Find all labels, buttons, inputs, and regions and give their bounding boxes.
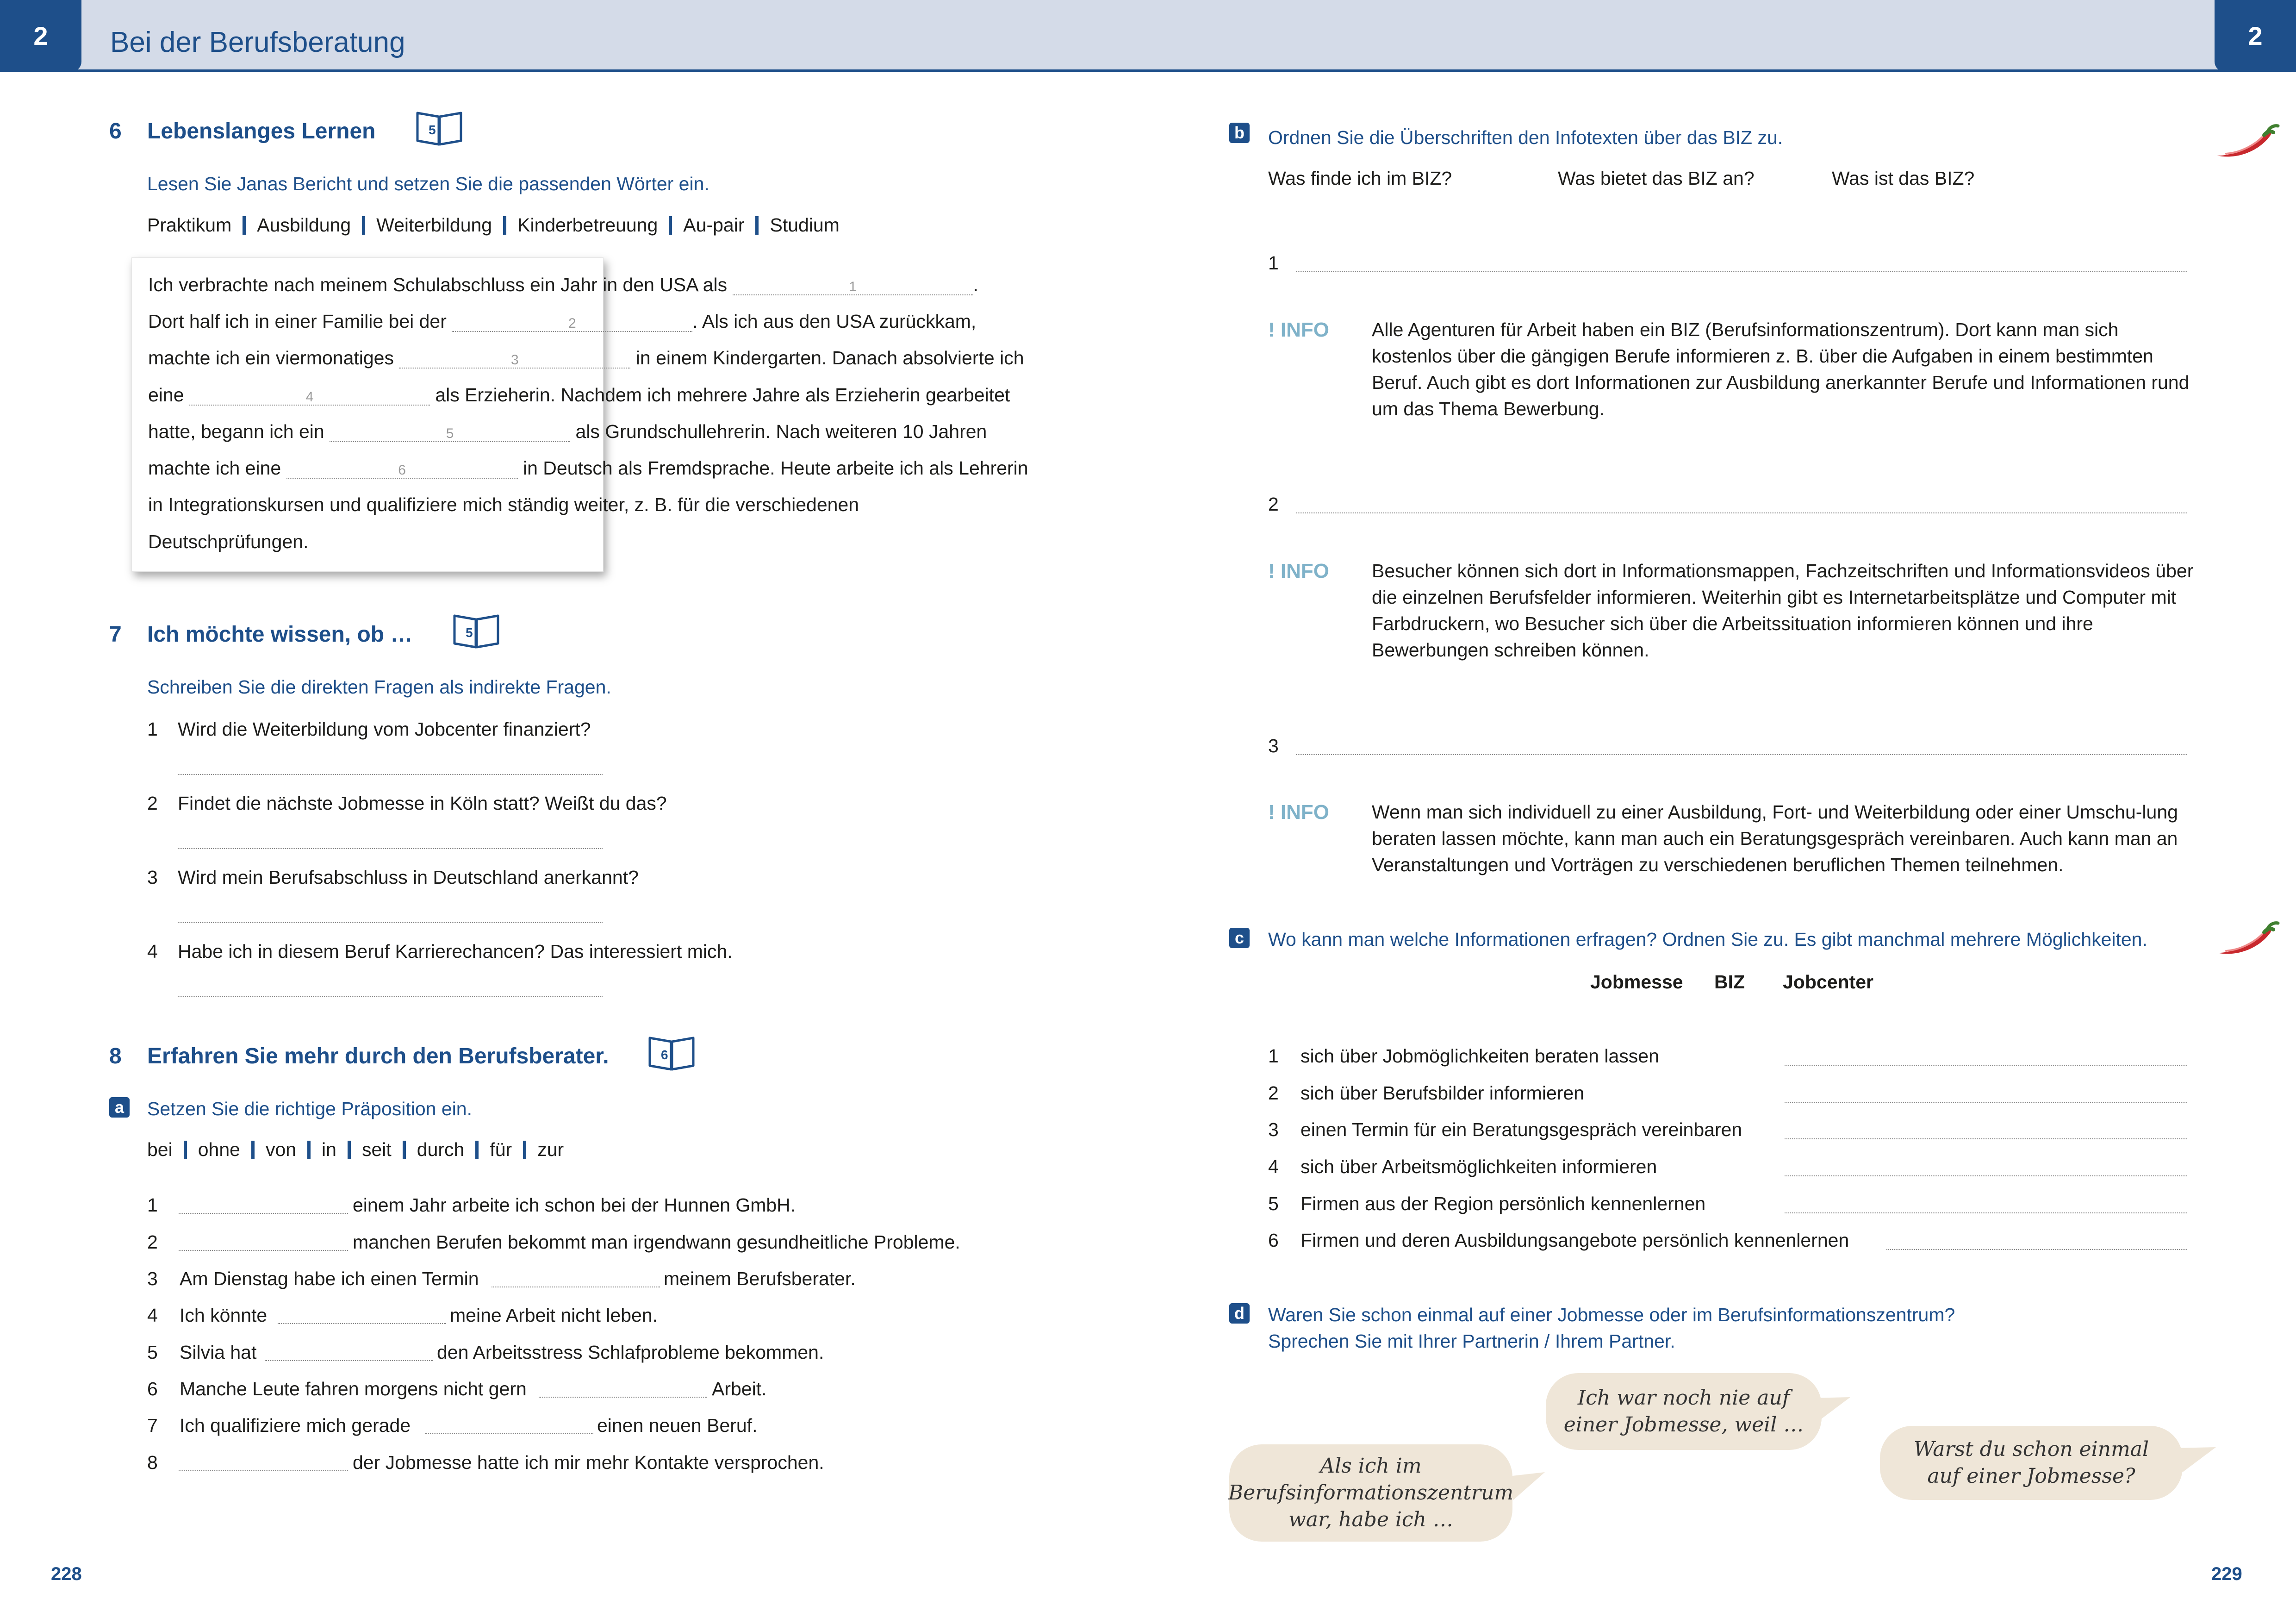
speech-bubble: Warst du schon einmal auf einer Jobmesse?: [1880, 1426, 2183, 1500]
gap-field[interactable]: 5: [330, 422, 570, 442]
word-bank-item: für: [490, 1139, 512, 1160]
page-number-right: 229: [2211, 1564, 2242, 1584]
book-reference-number: 5: [429, 123, 436, 137]
column-header-jobcenter: Jobcenter: [1783, 971, 1873, 993]
item-text: Arbeit.: [712, 1378, 767, 1399]
gap-field[interactable]: [278, 1323, 446, 1324]
gap-field[interactable]: 3: [399, 348, 630, 369]
chili-difficulty-icon: [2212, 917, 2282, 958]
report-line: Deutschprüfungen.: [148, 531, 309, 552]
gap-field[interactable]: [179, 1250, 348, 1251]
item-text: Manche Leute fahren morgens nicht gern: [180, 1378, 527, 1399]
word-bank-item: Au-pair: [683, 214, 745, 236]
speech-bubble: Ich war noch nie auf einer Jobmesse, weil …: [1546, 1373, 1822, 1450]
item-text: sich über Jobmöglichkeiten beraten lassen: [1300, 1045, 1659, 1067]
heading-option: Was finde ich im BIZ?: [1268, 168, 1452, 189]
item-number: 2: [1268, 1082, 1279, 1104]
item-number: 2: [147, 1231, 158, 1253]
word-bank-item: durch: [417, 1139, 465, 1160]
exercise-6-number: 6: [109, 119, 122, 144]
part-a-badge: a: [109, 1097, 130, 1118]
page-title: Bei der Berufsberatung: [110, 26, 405, 58]
info-label: ! INFO: [1268, 560, 1329, 582]
heading-option: Was ist das BIZ?: [1832, 168, 1975, 189]
report-line: hatte, begann ich ein 5 als Grundschullehrerin. Nach weiteren 10 Jahren: [148, 421, 987, 442]
heading-answer-line[interactable]: [1296, 754, 2187, 755]
part-b-instruction: Ordnen Sie die Überschriften den Infotexten über das BIZ zu.: [1268, 127, 1783, 148]
exercise-7-title: Ich möchte wissen, ob …: [147, 622, 413, 647]
gap-field[interactable]: 1: [733, 275, 973, 295]
exercise-8-number: 8: [109, 1044, 122, 1068]
column-header-biz: BIZ: [1714, 971, 1745, 993]
gap-field[interactable]: 2: [452, 312, 692, 332]
chapter-tab-right: 2: [2215, 0, 2296, 72]
part-d-instruction: Sprechen Sie mit Ihrer Partnerin / Ihrem Partner.: [1268, 1330, 1675, 1352]
item-text: manchen Berufen bekommt man irgendwann gesundheitliche Probleme.: [353, 1231, 960, 1253]
report-line: Ich verbrachte nach meinem Schulabschluss ein Jahr in den USA als 1 .: [148, 274, 978, 295]
word-bank-item: Kinderbetreuung: [517, 214, 658, 236]
info-text: Wenn man sich individuell zu einer Ausbildung, Fort- und Weiterbildung oder einer Umschu-lung beraten lassen möchte, kann man auch ein Beratungsgespräch vereinbaren. Auch kann man an Veranstaltungen und Vorträgen zu verschiedenen beruflichen Themen teilnehmen.: [1372, 801, 2178, 875]
item-text: einen Termin für ein Beratungsgespräch vereinbaren: [1300, 1119, 1742, 1140]
word-bank-item: Weiterbildung: [376, 214, 492, 236]
heading-slot-number: 3: [1268, 735, 1279, 756]
item-number: 5: [147, 1342, 158, 1363]
speech-bubble: Als ich im Berufsinformationszentrum war, habe ich …: [1229, 1444, 1512, 1542]
item-text: sich über Arbeitsmöglichkeiten informieren: [1300, 1156, 1657, 1177]
answer-line[interactable]: [178, 774, 603, 775]
answer-line[interactable]: [1886, 1249, 2187, 1250]
chili-difficulty-icon: [2212, 119, 2282, 161]
part-c-badge: c: [1229, 928, 1250, 948]
item-text: Firmen aus der Region persönlich kennenlernen: [1300, 1193, 1706, 1214]
item-text: meinem Berufsberater.: [664, 1268, 856, 1289]
item-text: meine Arbeit nicht leben.: [450, 1305, 658, 1326]
exercise-6-instruction: Lesen Sie Janas Bericht und setzen Sie die passenden Wörter ein.: [147, 173, 709, 194]
gap-field[interactable]: 4: [189, 385, 430, 406]
item-text: einem Jahr arbeite ich schon bei der Hunnen GmbH.: [353, 1194, 796, 1216]
part-d-instruction: Waren Sie schon einmal auf einer Jobmesse oder im Berufsinformationszentrum?: [1268, 1304, 1955, 1325]
heading-answer-line[interactable]: [1296, 512, 2187, 513]
gap-field[interactable]: [425, 1433, 593, 1434]
item-number: 1: [1268, 1045, 1279, 1067]
report-line: machte ich eine 6 in Deutsch als Fremdsprache. Heute arbeite ich als Lehrerin: [148, 457, 1028, 479]
question-text: Habe ich in diesem Beruf Karrierechancen? Das interessiert mich.: [178, 941, 733, 962]
report-text-box: [131, 257, 604, 572]
exercise-6-title: Lebenslanges Lernen: [147, 119, 376, 144]
word-bank-item: Ausbildung: [257, 214, 351, 236]
part-c-instruction: Wo kann man welche Informationen erfragen? Ordnen Sie zu. Es gibt manchmal mehrere Möglichkeiten.: [1268, 929, 2147, 950]
item-text: einen neuen Beruf.: [597, 1415, 758, 1436]
report-line: machte ich ein viermonatiges 3 in einem Kindergarten. Danach absolvierte ich: [148, 347, 1024, 369]
answer-line[interactable]: [1785, 1212, 2187, 1213]
heading-option: Was bietet das BIZ an?: [1558, 168, 1755, 189]
heading-answer-line[interactable]: [1296, 271, 2187, 272]
question-text: Wird mein Berufsabschluss in Deutschland anerkannt?: [178, 867, 639, 888]
part-a-instruction: Setzen Sie die richtige Präposition ein.: [147, 1098, 472, 1119]
info-text: Alle Agenturen für Arbeit haben ein BIZ (Berufsinformationszentrum). Dort kann man sich kostenlos über die gängigen Berufe informieren z. B. über die Aufgaben in einem bestimmten Beruf. Auch gibt es dort Informationen zur Ausbildung anerkannter Berufe und Informationen rund um das Thema Bewerbung.: [1372, 319, 2190, 419]
gap-field[interactable]: [265, 1360, 433, 1361]
item-number: 6: [1268, 1230, 1279, 1251]
info-label: ! INFO: [1268, 319, 1329, 341]
exercise-8-title: Erfahren Sie mehr durch den Berufsberater.: [147, 1044, 609, 1068]
item-text: sich über Berufsbilder informieren: [1300, 1082, 1584, 1104]
book-reference-number: 6: [661, 1048, 668, 1062]
answer-line[interactable]: [1785, 1065, 2187, 1066]
info-text: Besucher können sich dort in Informationsmappen, Fachzeitschriften und Informationsvideos über die einzelnen Berufsfelder informieren. Weiterhin gibt es Internetarbeitsplätze und Computer mit Farbdruckern, wo Besucher sich über die Arbeitssituation informieren können und ihre Bewerbungen schreiben können.: [1372, 560, 2194, 661]
item-number: 3: [147, 1268, 158, 1289]
info-label: ! INFO: [1268, 801, 1329, 824]
answer-line[interactable]: [178, 996, 603, 997]
word-bank-item: bei: [147, 1139, 173, 1160]
word-bank-item: seit: [361, 1139, 392, 1160]
word-bank-item: Studium: [770, 214, 840, 236]
gap-field[interactable]: [179, 1213, 348, 1214]
item-text: der Jobmesse hatte ich mir mehr Kontakte versprochen.: [353, 1452, 824, 1473]
item-text: Firmen und deren Ausbildungsangebote persönlich kennenlernen: [1300, 1230, 1849, 1251]
item-number: 1: [147, 1194, 158, 1216]
book-reference-icon: [648, 1035, 695, 1071]
heading-slot-number: 2: [1268, 493, 1279, 515]
item-number: 4: [1268, 1156, 1279, 1177]
answer-line[interactable]: [178, 848, 603, 849]
part-a-word-bank: [147, 1139, 564, 1161]
part-b-badge: b: [1229, 123, 1250, 143]
item-number: 4: [147, 1305, 158, 1326]
column-header-jobmesse: Jobmesse: [1590, 971, 1683, 993]
item-text: den Arbeitsstress Schlafprobleme bekommen.: [437, 1342, 824, 1363]
header-rule: [0, 69, 2296, 72]
word-bank-item: in: [322, 1139, 336, 1160]
question-text: Findet die nächste Jobmesse in Köln statt? Weißt du das?: [178, 793, 667, 814]
exercise-6-word-bank: [147, 214, 840, 236]
book-reference-number: 5: [466, 625, 473, 640]
question-number: 2: [147, 793, 158, 814]
report-line: Dort half ich in einer Familie bei der 2 . Als ich aus den USA zurückkam,: [148, 311, 977, 332]
gap-field[interactable]: [539, 1397, 707, 1398]
gap-field[interactable]: 6: [286, 458, 518, 479]
answer-line[interactable]: [1785, 1102, 2187, 1103]
answer-line[interactable]: [1785, 1138, 2187, 1139]
report-line: in Integrationskursen und qualifiziere mich ständig weiter, z. B. für die verschiedenen: [148, 494, 859, 515]
heading-slot-number: 1: [1268, 252, 1279, 274]
word-bank-item: Praktikum: [147, 214, 232, 236]
book-reference-icon: [453, 613, 500, 649]
item-number: 8: [147, 1452, 158, 1473]
question-number: 4: [147, 941, 158, 962]
word-bank-item: zur: [537, 1139, 564, 1160]
word-bank-item: von: [265, 1139, 297, 1160]
item-text: Ich qualifiziere mich gerade: [180, 1415, 411, 1436]
page-number-left: 228: [51, 1564, 82, 1584]
book-reference-icon: [416, 110, 463, 146]
item-text: Silvia hat: [180, 1342, 257, 1363]
item-text: Am Dienstag habe ich einen Termin: [180, 1268, 479, 1289]
question-text: Wird die Weiterbildung vom Jobcenter finanziert?: [178, 718, 591, 740]
answer-line[interactable]: [1785, 1175, 2187, 1176]
item-number: 3: [1268, 1119, 1279, 1140]
question-number: 1: [147, 718, 158, 740]
exercise-7-instruction: Schreiben Sie die direkten Fragen als indirekte Fragen.: [147, 676, 611, 698]
item-number: 5: [1268, 1193, 1279, 1214]
chapter-tab-left: 2: [0, 0, 81, 72]
part-d-badge: d: [1229, 1303, 1250, 1324]
exercise-7-number: 7: [109, 622, 122, 647]
item-number: 7: [147, 1415, 158, 1436]
question-number: 3: [147, 867, 158, 888]
report-line: eine 4 als Erzieherin. Nachdem ich mehrere Jahre als Erzieherin gearbeitet: [148, 384, 1010, 406]
word-bank-item: ohne: [198, 1139, 240, 1160]
item-text: Ich könnte: [180, 1305, 268, 1326]
answer-line[interactable]: [178, 922, 603, 923]
gap-field[interactable]: [179, 1470, 348, 1471]
item-number: 6: [147, 1378, 158, 1399]
